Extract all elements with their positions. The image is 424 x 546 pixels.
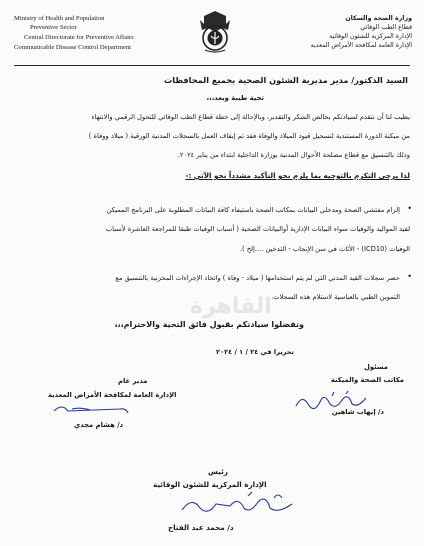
right-sign-name: د/ إيهاب شاهين xyxy=(331,408,384,416)
right-sign-role: مسئول xyxy=(363,363,388,371)
left-signature xyxy=(50,399,130,419)
closing-line: وتفضلوا سيادتكم بقبول فائق التحية والاحترام،،، xyxy=(114,320,304,329)
center-signature xyxy=(178,490,298,520)
bullet-1-line-1: إلزام مفتشي الصحة ومدخلي البيانات بمكاتب الصحة باستيفاء كافة البيانات المطلوبة على البرنامج المميكن xyxy=(106,206,400,214)
bullet-icon: • xyxy=(407,204,412,213)
paragraph-1-line-1: يطيب لنا أن نتقدم لسيادتكم بخالص الشكر والتقدير، وبالإحالة إلى خطة قطاع الطب الوقائي للتحول الرقمي والانتهاء xyxy=(91,113,410,121)
center-sign-office: الإدارة المركزية للشئون الوقائية xyxy=(153,480,267,489)
bullet-1-line-3: الوفيات (ICD10) - الأثاث في سن الإنجاب - التدخين ....إلخ ). xyxy=(239,245,410,253)
bullet-1-line-2: لقيد المواليد والوفيات سواء البيانات الإدارية أوالبيانات الصحية ( أسباب الوفيات طبقا للمراجعة العاشرة لأسباب xyxy=(105,225,410,233)
center-sign-role: رئيس xyxy=(208,467,228,476)
right-sign-office: مكاتب الصحة والميكنة xyxy=(330,376,404,384)
header-ar-sector: قطاع الطب الوقائي xyxy=(360,24,412,31)
paragraph-1-line-3: وذلك بالتنسيق مع قطاع مصلحة الأحوال المدنية بوزارة الداخلية ابتداء من يناير ٢٠٢٤. xyxy=(177,151,410,159)
bullet-2-line-1: حصر سجلات القيد المدني التي لم يتم استخدامها ( ميلاد - وفاة ) واتخاذ الإجراءات المخزنية بالتنسيق مع xyxy=(115,274,400,282)
header-divider xyxy=(14,65,410,66)
header-en-directorate: Central Directorate for Preventive Affairs xyxy=(24,34,134,41)
center-sign-name: د/ محمد عبد الفتاح xyxy=(168,523,234,532)
left-sign-office: الإدارة العامة لمكافحة الأمراض المعدية xyxy=(48,391,177,399)
left-sign-name: د/ هشام مجدي xyxy=(74,421,124,429)
request-line: لذا يرجى التكرم بالتوجيه بما يلزم نحو التأكيد مشدداً نحو الآتي :- xyxy=(185,171,410,180)
salutation: السيد الدكتور/ مدير مديرية الشئون الصحية بجميع المحافظات xyxy=(164,75,408,85)
header-ar-department: الإدارة العامة لمكافحة الأمراض المعدية xyxy=(310,42,412,49)
greeting: تحية طيبة وبعد،،، xyxy=(206,94,264,102)
bullet-2-line-2: التموين الطبي بالعباسية لاستلام هذه السجلات. xyxy=(271,293,400,301)
ministry-logo xyxy=(196,8,234,54)
left-sign-role: مدير عام xyxy=(118,377,148,385)
header-ar-ministry: وزارة الصحة والسكان xyxy=(345,15,412,22)
header-ar-central: الإدارة المركزية للشئون الوقائية xyxy=(329,33,412,40)
paragraph-1-line-2: من ميكنة الدورة المستندية لتسجيل قيود الميلاد والوفاة فقد تم إيقاف العمل بالسجلات المدنية الورقية ( ميلاد ووفاة ) xyxy=(88,132,410,140)
header-en-ministry: Ministry of Health and Population xyxy=(14,15,105,22)
header-en-sector: Preventive Sector xyxy=(30,24,77,31)
header-en-department: Communicable Disease Control Department xyxy=(14,44,132,51)
bullet-icon: • xyxy=(407,272,412,281)
issue-date: تحريرا في ٢٤ / ١ / ٢٠٢٤ xyxy=(216,348,294,356)
watermark: القاهرة xyxy=(190,294,272,319)
